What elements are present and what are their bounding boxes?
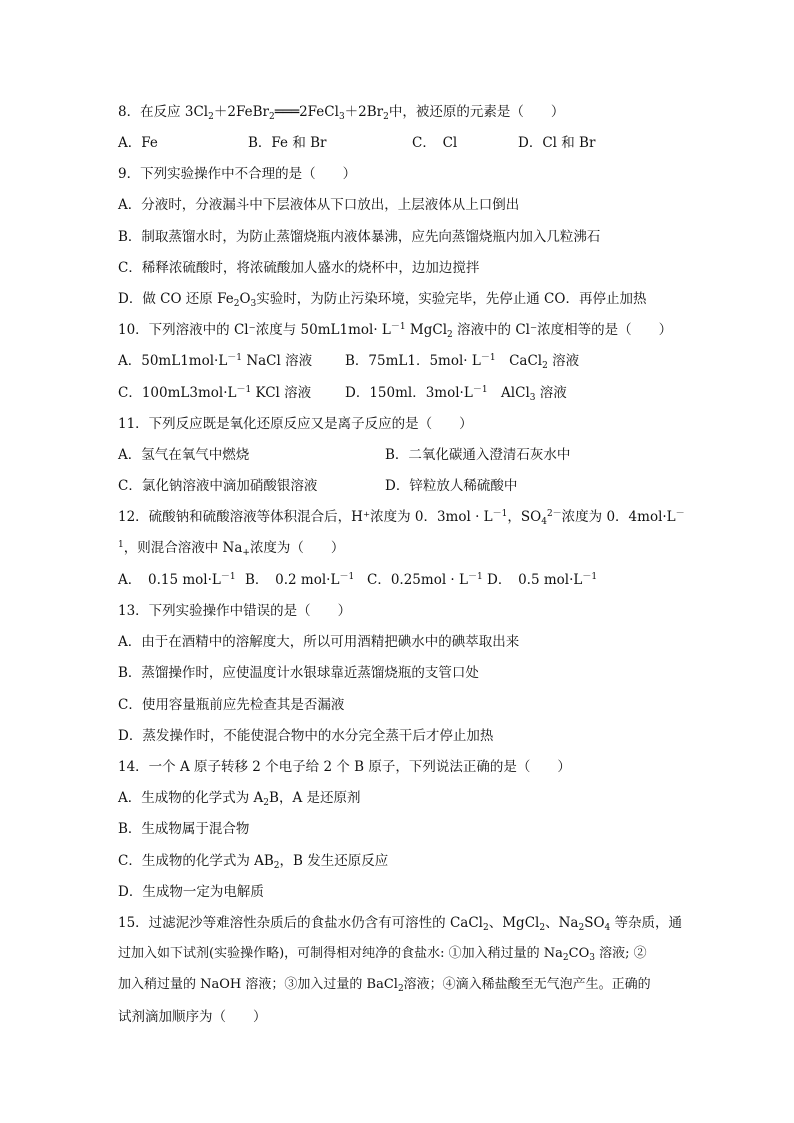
- question-13-option-b: B．蒸馏操作时，应使温度计水银球靠近蒸馏烧瓶的支管口处: [118, 665, 479, 681]
- question-9-option-a: A．分液时，分液漏斗中下层液体从下口放出，上层液体从上口倒出: [118, 197, 520, 213]
- question-8-option-a: A．Fe: [118, 135, 158, 151]
- question-13-option-a: A．由于在酒精中的溶解度大，所以可用酒精把碘水中的碘萃取出来: [118, 634, 520, 650]
- question-8-option-b: B．Fe 和 Br: [248, 135, 327, 151]
- question-11-option-a: A．氢气在氧气中燃烧: [118, 447, 250, 463]
- question-12-stem-continued: $^1$，则混合溶液中 $Na_+$浓度为（ ）: [118, 540, 345, 558]
- question-15-stem-line-1: 15．过滤泥沙等难溶性杂质后的食盐水仍含有可溶性的 CaCl$_2$、MgCl$_2$、$Na_2SO_4$ 等杂质，通: [118, 915, 683, 933]
- question-8-stem: 8．在反应 $3Cl_2+2FeBr_2═══2FeCl_3+2Br_2$中，被还原的元素是（ ）: [118, 104, 565, 122]
- question-8-option-c: C． Cl: [412, 135, 458, 151]
- question-13-stem: 13．下列实验操作中错误的是（ ）: [118, 603, 352, 619]
- question-12-stem: 12．硫酸钠和硫酸溶液等体积混合后，H⁺浓度为 0．$3mol \cdot L^{-1}$，$SO_4^{2-}$浓度为 0．4mol·L－: [118, 509, 685, 527]
- question-13-option-d: D．蒸发操作时，不能使混合物中的水分完全蒸干后才停止加热: [118, 728, 494, 744]
- question-9-option-d: D．做 CO 还原 $Fe_2O_3$实验时，为防止污染环境，实验完毕，先停止通 CO．再停止加热: [118, 291, 647, 309]
- question-14-stem: 14．一个 A 原子转移 2 个电子给 2 个 B 原子，下列说法正确的是（ ）: [118, 759, 571, 775]
- question-9-option-b: B．制取蒸馏水时，为防止蒸馏烧瓶内液体暴沸，应先向蒸馏烧瓶内加入几粒沸石: [118, 229, 601, 245]
- question-12-option-a: A． 0.15 $mol\cdot L^{-1}$: [118, 572, 236, 588]
- question-15-stem-line-3: 加入稍过量的 NaOH 溶液；③加入过量的 BaCl$_2$溶液；④滴入稀盐酸至无气泡产生。正确的: [118, 977, 651, 994]
- question-12-option-b: B． 0.2 $mol\cdot L^{-1}$: [245, 572, 355, 588]
- question-14-option-d: D．生成物一定为电解质: [118, 884, 264, 900]
- question-14-option-a: A．生成物的化学式为 $A_2B$，A 是还原剂: [118, 790, 361, 808]
- question-11-option-d: D．锌粒放人稀硫酸中: [385, 478, 518, 494]
- question-13-option-c: C．使用容量瓶前应先检查其是否漏液: [118, 697, 345, 713]
- question-15-stem-line-4: 试剂滴加顺序为（ ）: [118, 1009, 267, 1025]
- question-15-stem-line-2: 过加入如下试剂(实验操作略)，可制得相对纯净的食盐水: ①加入稍过量的 $Na_2CO_3$ 溶液; ②: [118, 946, 647, 963]
- question-10-option-d: D．150ml．$3mol\cdot L^{-1}$ AlCl$_3$ 溶液: [345, 385, 567, 403]
- question-9-option-c: C．稀释浓硫酸时，将浓硫酸加人盛水的烧杯中，边加边搅拌: [118, 260, 480, 276]
- question-9-stem: 9．下列实验操作中不合理的是（ ）: [118, 166, 357, 182]
- question-11-stem: 11．下列反应既是氧化还原反应又是离子反应的是（ ）: [118, 416, 473, 432]
- question-11-option-c: C．氯化钠溶液中滴加硝酸银溶液: [118, 478, 318, 494]
- question-10-option-b: B．75mL1．$5mol\cdot L^{-1}$ CaCl$_2$ 溶液: [345, 353, 580, 371]
- question-10-option-c: C．$100mL3mol\cdot L^{-1}$ KCl 溶液: [118, 385, 312, 401]
- question-12-option-d: D． 0.5 $mol\cdot L^{-1}$: [487, 572, 598, 588]
- question-12-option-c: C．$0.25mol \cdot L^{-1}$: [367, 572, 483, 588]
- question-14-option-c: C．生成物的化学式为 $AB_2$，B 发生还原反应: [118, 853, 389, 871]
- question-14-option-b: B．生成物属于混合物: [118, 821, 250, 837]
- question-11-option-b: B．二氧化碳通入澄清石灰水中: [385, 447, 571, 463]
- question-10-option-a: A．$50mL1mol\cdot L^{-1}$ NaCl 溶液: [118, 353, 313, 369]
- question-8-option-d: D．Cl 和 Br: [518, 135, 596, 151]
- question-10-stem: 10．下列溶液中的 Cl⁻浓度与 $50mL1mol\cdot L^{-1}$ MgCl$_2$ 溶液中的 Cl⁻浓度相等的是（ ）: [118, 322, 673, 340]
